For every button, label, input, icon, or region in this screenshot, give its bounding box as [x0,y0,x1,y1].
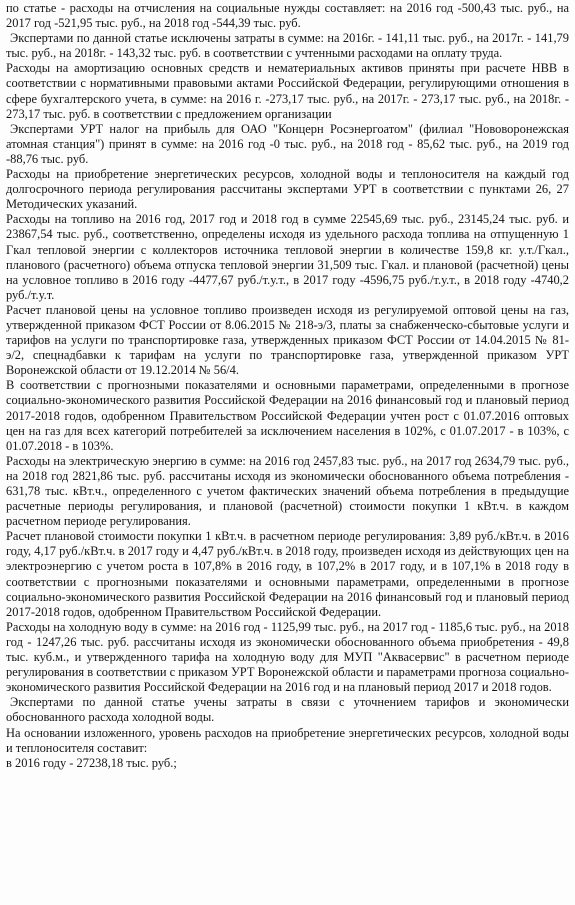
paragraph-energy-resources: Расходы на приобретение энергетических ресурсов, холодной воды и теплоносителя на каждый год долгосрочного периода регулирования рассчитаны экспертами УРТ в соответствии с пунктами 26, 27 Методических указаний. [6,167,569,212]
paragraph-water-adjustment: Экспертами по данной статье учены затраты в связи с уточнением тарифов и экономически обоснованного расхода холодной воды. [6,695,569,725]
paragraph-depreciation: Расходы на амортизацию основных средств и нематериальных активов приняты при расчете НВВ в соответствии с нормативными правовыми актами Российской Федерации, регулирующими отношения в сфере бухгалтерского учета, в сумме: на 2016 г. -273,17 тыс. руб., на 2017г. - 273,17 тыс. руб., на 2018г. - 273,17 тыс. руб. в соответствии с предложением организации [6,61,569,121]
paragraph-profit-tax: Экспертами УРТ налог на прибыль для ОАО "Концерн Росэнергоатом" (филиал "Нововоронежская атомная станция") принят в сумме: на 2016 год -0 тыс. руб., на 2018 год - 85,62 тыс. руб., на 2019 год -88,76 тыс. руб. [6,121,569,166]
paragraph-summary-2016: в 2016 году - 27238,18 тыс. руб.; [6,755,177,770]
paragraph-cold-water: Расходы на холодную воду в сумме: на 2016 год - 1125,99 тыс. руб., на 2017 год - 1185,6 тыс. руб., на 2018 год - 1247,26 тыс. руб. рассчитаны исходя из экономически обоснованного объема приобретения - 49,8 тыс. куб.м., и утвержденного тарифа на холодную воду для МУП "Аквасервис" в расчетном периоде регулирования в соответствии с приказом УРТ Воронежской области и параметрами прогноза социально-экономического развития Российской Федерации на 2016 год и на плановый период 2017 и 2018 годов. [6,619,569,695]
paragraph-excluded-costs: Экспертами по данной статье исключены затраты в сумме: на 2016г. - 141,11 тыс. руб., на 2017г. - 141,79 тыс. руб., на 2018г. - 143,32 тыс. руб. в соответствии с учтенными расходами на оплату труда. [6,31,569,61]
paragraph-summary-intro: На основании изложенного, уровень расходов на приобретение энергетических ресурсов, холодной воды и теплоносителя составит: [6,725,569,755]
paragraph-social-contributions: по статье - расходы на отчисления на социальные нужды составляет: на 2016 год -500,43 тыс. руб., на 2017 год -521,95 тыс. руб., на 2018 год -544,39 тыс. руб. [6,1,569,31]
paragraph-gas-price-forecast: В соответствии с прогнозными показателями и основными параметрами, определенными в прогнозе социально-экономического развития Российской Федерации на 2016 финансовый год и плановый период 2017-2018 годов, одобренном Правительством Российской Федерации учтен рост с 01.07.2016 оптовых цен на газ для всех категорий потребителей за исключением населения в 102%, с 01.07.2017 - в 103%, с 01.07.2018 - в 103%. [6,378,569,453]
paragraph-fuel-price-calculation: Расчет плановой цены на условное топливо произведен исходя из регулируемой оптовой цены на газ, утвержденной приказом ФСТ России от 8.06.2015 № 218-э/3, платы за снабженческо-сбытовые услуги и тарифов на услуги по транспортировке газа, утвержденных приказом ФСТ России от 14.04.2015 № 81-э/2, спецнадбавки к тарифам на услуги по транспортировке газа, утвержденной приказом УРТ Воронежской области от 19.12.2014 № 56/4. [6,302,569,378]
paragraph-fuel-costs: Расходы на топливо на 2016 год, 2017 год и 2018 год в сумме 22545,69 тыс. руб., 23145,24 тыс. руб. и 23867,54 тыс. руб., соответственно, определены исходя из удельного расхода топлива на отпущенную 1 Гкал тепловой энергии с коллекторов источника тепловой энергии в количестве 159,8 кг. у.т./Гкал., планового (расчетного) объема отпуска тепловой энергии 31,509 тыс. Гкал. и плановой (расчетной) цены на условное топливо в 2016 году -4477,67 руб./т.у.т., в 2017 году -4596,75 руб./т.у.т., в 2018 году -4740,2 руб./т.у.т. [6,212,569,302]
paragraph-electricity-costs: Расходы на электрическую энергию в сумме: на 2016 год 2457,83 тыс. руб., на 2017 год 2634,79 тыс. руб., на 2018 год 2821,86 тыс. руб. рассчитаны исходя из экономически обоснованного объема потребления - 631,78 тыс. кВт.ч., определенного с учетом фактических значений объема потребления в предыдущие расчетные периоды регулирования, и плановой (расчетной) стоимости покупки 1 кВт.ч. в каждом расчетном периоде регулирования. [6,453,569,529]
paragraph-electricity-price: Расчет плановой стоимости покупки 1 кВт.ч. в расчетном периоде регулирования: 3,89 руб./кВт.ч. в 2016 году, 4,17 руб./кВт.ч. в 2017 году и 4,47 руб./кВт.ч. в 2018 году, произведен исходя из действующих цен на электроэнергию с учетом роста в 107,8% в 2016 году, в 107,2% в 2017 году, и в 107,1% в 2018 году в соответствии с прогнозными показателями и основными параметрами, определенными в прогнозе социально-экономического развития Российской Федерации на 2016 финансовый год и плановый период 2017-2018 годов, одобренном Правительством Российской Федерации. [6,529,569,619]
